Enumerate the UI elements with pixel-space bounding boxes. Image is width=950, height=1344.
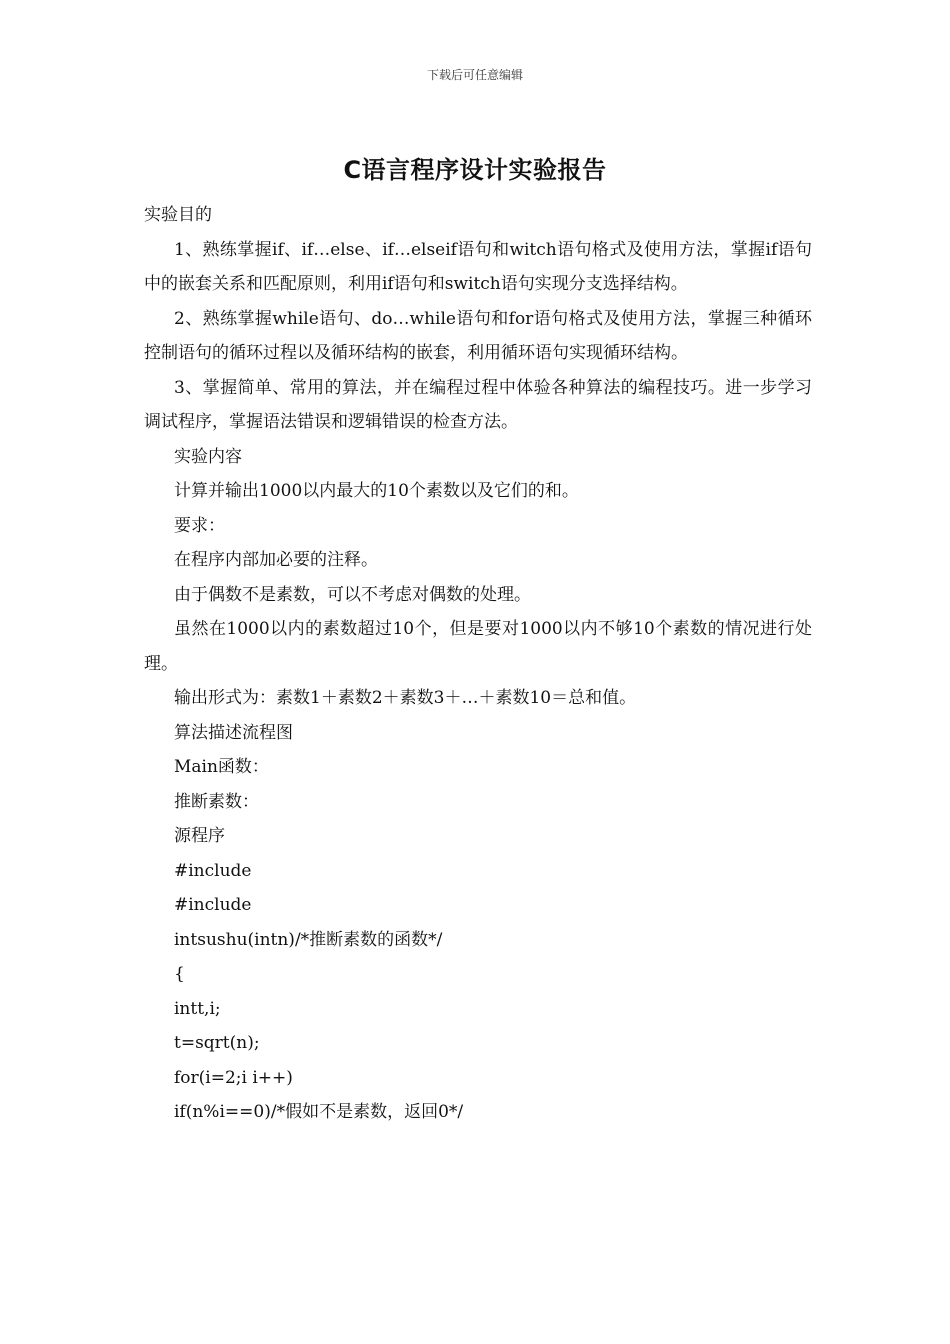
page-title: C语言程序设计实验报告 [343, 156, 607, 184]
paragraph: 推断素数： [174, 791, 259, 812]
paragraph: 由于偶数不是素数，可以不考虑对偶数的处理。 [174, 584, 531, 605]
paragraph: 3、掌握简单、常用的算法，并在编程过程中体验各种算法的编程技巧。进一步学习调试程序，掌握语法错误和逻辑错误的检查方法。 [144, 377, 812, 432]
code-line: if(n%i==0)/*假如不是素数，返回0*/ [174, 1102, 464, 1122]
paragraph: 计算并输出1000以内最大的10个素数以及它们的和。 [174, 481, 579, 501]
header-note: 下载后可任意编辑 [426, 68, 523, 82]
paragraph: 源程序 [174, 826, 225, 846]
code-line: for(i=2;i i++) [174, 1067, 293, 1088]
code-line: #include [174, 860, 252, 881]
paragraph: 算法描述流程图 [174, 722, 293, 743]
document-body [144, 198, 812, 1130]
paragraph: 2、熟练掌握while语句、do…while语句和for语句格式及使用方法，掌握三种循环控制语句的循环过程以及循环结构的嵌套，利用循环语句实现循环结构。 [144, 308, 812, 363]
paragraph: 输出形式为：素数1＋素数2＋素数3＋…＋素数10＝总和值。 [174, 688, 637, 708]
paragraph: 虽然在1000以内的素数超过10个，但是要对1000以内不够10个素数的情况进行处理。 [144, 619, 812, 674]
code-line: #include [174, 895, 252, 915]
code-line: intsushu(intn)/*推断素数的函数*/ [174, 929, 443, 950]
paragraph: Main函数： [174, 757, 269, 777]
paragraph: 1、熟练掌握if、if…else、if…elseif语句和witch语句格式及使用方法，掌握if语句中的嵌套关系和匹配原则，利用if语句和switch语句实现分支选择结构。 [144, 239, 812, 294]
paragraph: 实验目的 [144, 205, 212, 225]
code-line: t=sqrt(n); [174, 1033, 260, 1053]
code-line: intt,i; [174, 998, 221, 1019]
paragraph: 在程序内部加必要的注释。 [174, 550, 378, 570]
code-line: { [174, 964, 185, 984]
paragraph: 实验内容 [174, 446, 242, 467]
paragraph: 要求： [174, 515, 225, 536]
